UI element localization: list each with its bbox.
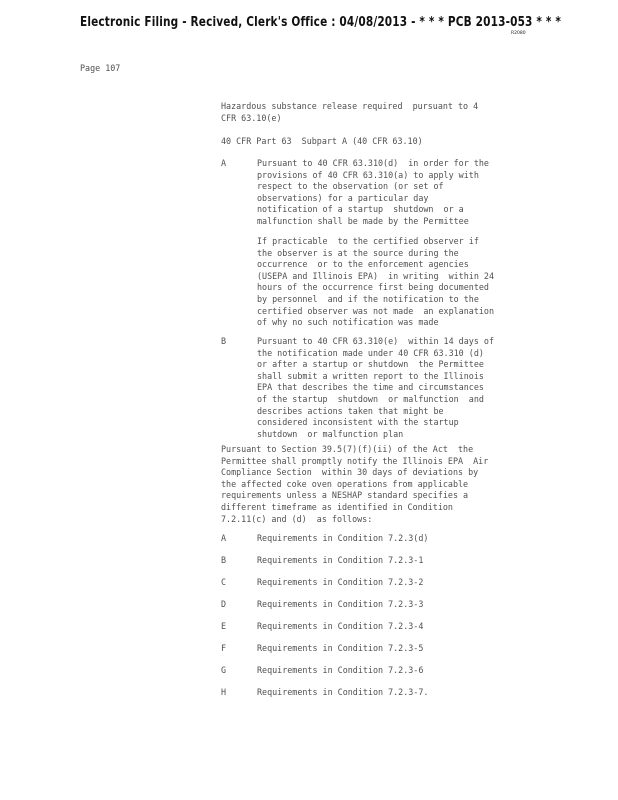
item-a-paragraph-2: If practicable to the certified observer if the observer is at the source during the occurrence or to the enforcement agencies (USEPA and Illinois EPA) in writing within 24 hours of the occurrence first being documented by personnel and if the notification to the certified observer was not made an explanation of why no such notification was made [257,236,494,328]
requirement-text: Requirements in Condition 7.2.3-5 [257,643,424,653]
requirement-letter: G [221,665,227,675]
requirement-letter: F [221,643,227,653]
requirement-text: Requirements in Condition 7.2.3(d) [257,533,429,543]
item-a-letter: A [221,158,227,168]
electronic-filing-stamp: Electronic Filing - Recived, Clerk's Office : 04/08/2013 - * * * PCB 2013-053 * * * [80,14,562,30]
requirement-letter: A [221,533,227,543]
requirement-letter: B [221,555,227,565]
requirement-text: Requirements in Condition 7.2.3-1 [257,555,424,565]
stamp-reference-code: R2080 [511,31,526,36]
requirement-text: Requirements in Condition 7.2.3-3 [257,599,424,609]
item-b-paragraph: Pursuant to 40 CFR 63.310(e) within 14 days of the notification made under 40 CFR 63.310 (d) or after a startup or shutdown the Permittee shall submit a written report to the Illinois EPA that describes the time and circumstances of the startup shutdown or malfunction and describes actions taken that might be considered inconsistent with the startup shutdown or malfunction plan [257,336,494,439]
section-heading: 40 CFR Part 63 Subpart A (40 CFR 63.10) [221,136,423,146]
intro-text: Hazardous substance release required pursuant to 4 CFR 63.10(e) [221,101,479,123]
requirement-text: Requirements in Condition 7.2.3-7. [257,687,429,697]
requirement-text: Requirements in Condition 7.2.3-6 [257,665,424,675]
requirement-letter: E [221,621,227,631]
item-b-letter: B [221,336,227,346]
requirement-letter: H [221,687,227,697]
item-a-paragraph-1: Pursuant to 40 CFR 63.310(d) in order for the provisions of 40 CFR 63.310(a) to apply with respect to the observation (or set of observations) for a particular day notification of a startup shutdown or a malfunction shall be made by the Permittee [257,158,489,226]
requirement-text: Requirements in Condition 7.2.3-2 [257,577,424,587]
requirement-letter: C [221,577,227,587]
requirement-letter: D [221,599,227,609]
deviation-paragraph: Pursuant to Section 39.5(7)(f)(ii) of the Act the Permittee shall promptly notify the Illinois EPA Air Compliance Section within 30 days of deviations by the affected coke oven operations from applicable requirements unless a NESHAP standard specifies a different timeframe as identified in Condition 7.2.11(c) and (d) as follows: [221,444,489,524]
requirement-text: Requirements in Condition 7.2.3-4 [257,621,424,631]
page-number: Page 107 [80,63,121,73]
